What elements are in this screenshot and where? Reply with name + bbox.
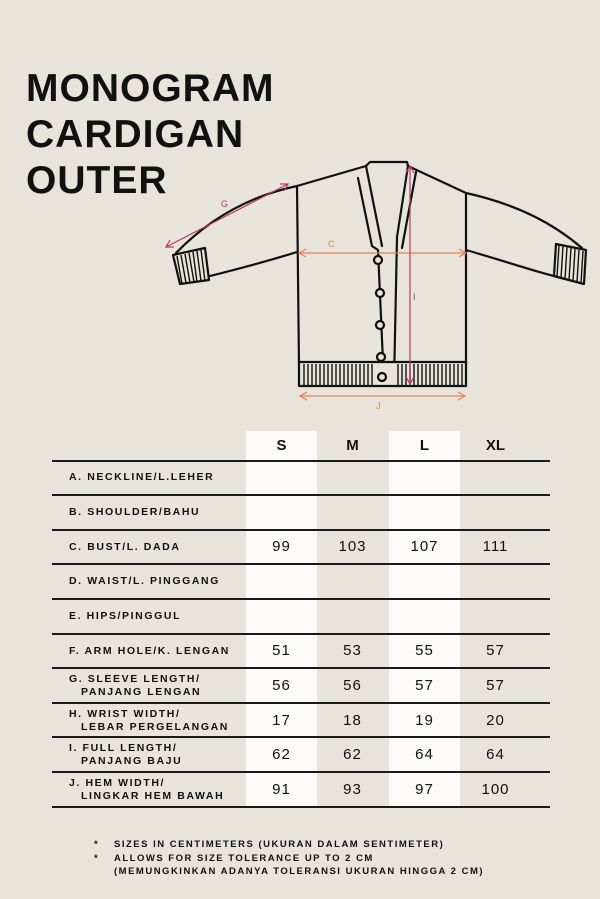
row-label: B. SHOULDER/BAHU xyxy=(69,506,201,518)
lapel-right-outer xyxy=(402,172,416,248)
row-label: G. SLEEVE LENGTH/ PANJANG LENGAN xyxy=(69,673,202,698)
cell-s: 56 xyxy=(272,677,291,694)
label-j: J xyxy=(376,401,381,411)
row-label: C. BUST/L. DADA xyxy=(69,541,181,553)
column-header-l: L xyxy=(419,437,430,454)
cell-xl: 100 xyxy=(481,781,510,798)
cell-s: 99 xyxy=(272,538,291,555)
cell-xl: 57 xyxy=(486,677,505,694)
cell-l: 64 xyxy=(415,746,434,763)
cell-l: 19 xyxy=(415,712,434,729)
table-divider xyxy=(52,563,550,565)
cell-m: 93 xyxy=(343,781,362,798)
cell-m: 18 xyxy=(343,712,362,729)
row-label: H. WRIST WIDTH/ LEBAR PERGELANGAN xyxy=(69,708,229,733)
cell-s: 91 xyxy=(272,781,291,798)
title-line-1: MONOGRAM xyxy=(26,67,275,110)
label-g: G xyxy=(221,199,229,209)
cell-xl: 20 xyxy=(486,712,505,729)
row-label: E. HIPS/PINGGUL xyxy=(69,610,182,622)
cell-m: 53 xyxy=(343,642,362,659)
cell-s: 17 xyxy=(272,712,291,729)
cell-xl: 57 xyxy=(486,642,505,659)
column-header-xl: XL xyxy=(485,437,506,454)
lapel-left-edge xyxy=(366,166,382,246)
cell-l: 57 xyxy=(415,677,434,694)
button-4 xyxy=(377,353,385,361)
cell-xl: 64 xyxy=(486,746,505,763)
column-header-s: S xyxy=(276,437,287,454)
size-chart-table xyxy=(0,431,600,811)
label-c: C xyxy=(328,239,335,249)
footnote xyxy=(94,838,484,852)
cell-l: 97 xyxy=(415,781,434,798)
button-2 xyxy=(376,289,384,297)
title-line-2: CARDIGAN xyxy=(26,113,245,156)
collar-outline xyxy=(366,162,408,166)
title-line-3: OUTER xyxy=(26,159,168,202)
footnote-text-continued: (MEMUNGKINKAN ADANYA TOLERANSI UKURAN HINGGA 2 CM) xyxy=(114,866,485,877)
cell-l: 55 xyxy=(415,642,434,659)
table-divider xyxy=(52,529,550,531)
cell-m: 56 xyxy=(343,677,362,694)
row-label: A. NECKLINE/L.LEHER xyxy=(69,471,215,483)
button-1 xyxy=(374,256,382,264)
cell-xl: 111 xyxy=(482,538,509,555)
footnote-bullet: * xyxy=(94,839,100,850)
table-divider xyxy=(52,736,550,738)
button-3 xyxy=(376,321,384,329)
lapel-left xyxy=(358,178,394,384)
cell-s: 51 xyxy=(272,642,291,659)
table-divider xyxy=(52,494,550,496)
label-i: I xyxy=(413,292,416,302)
cell-s: 62 xyxy=(272,746,291,763)
table-divider xyxy=(52,598,550,600)
row-label: I. FULL LENGTH/ PANJANG BAJU xyxy=(69,742,183,767)
table-divider xyxy=(52,702,550,704)
table-divider xyxy=(52,771,550,773)
row-label: D. WAIST/L. PINGGANG xyxy=(69,575,221,587)
footnote xyxy=(94,852,484,879)
footnote-text: ALLOWS FOR SIZE TOLERANCE UP TO 2 CM xyxy=(114,852,374,864)
button-5 xyxy=(378,373,386,381)
measure-g-line xyxy=(166,184,288,247)
lapel-right xyxy=(394,166,408,384)
cell-m: 62 xyxy=(343,746,362,763)
cell-l: 107 xyxy=(410,538,439,555)
table-divider xyxy=(52,806,550,808)
table-divider xyxy=(52,633,550,635)
table-divider xyxy=(52,460,550,462)
cardigan-measurement-diagram xyxy=(150,155,600,415)
footnote-bullet: * xyxy=(94,852,100,864)
cell-m: 103 xyxy=(338,538,367,555)
table-divider xyxy=(52,667,550,669)
row-label: F. ARM HOLE/K. LENGAN xyxy=(69,645,230,657)
footnote-text: SIZES IN CENTIMETERS (UKURAN DALAM SENTIMETER) xyxy=(114,839,445,850)
row-label: J. HEM WIDTH/ LINGKAR HEM BAWAH xyxy=(69,777,225,802)
column-header-m: M xyxy=(346,437,359,454)
footnotes xyxy=(94,838,484,879)
